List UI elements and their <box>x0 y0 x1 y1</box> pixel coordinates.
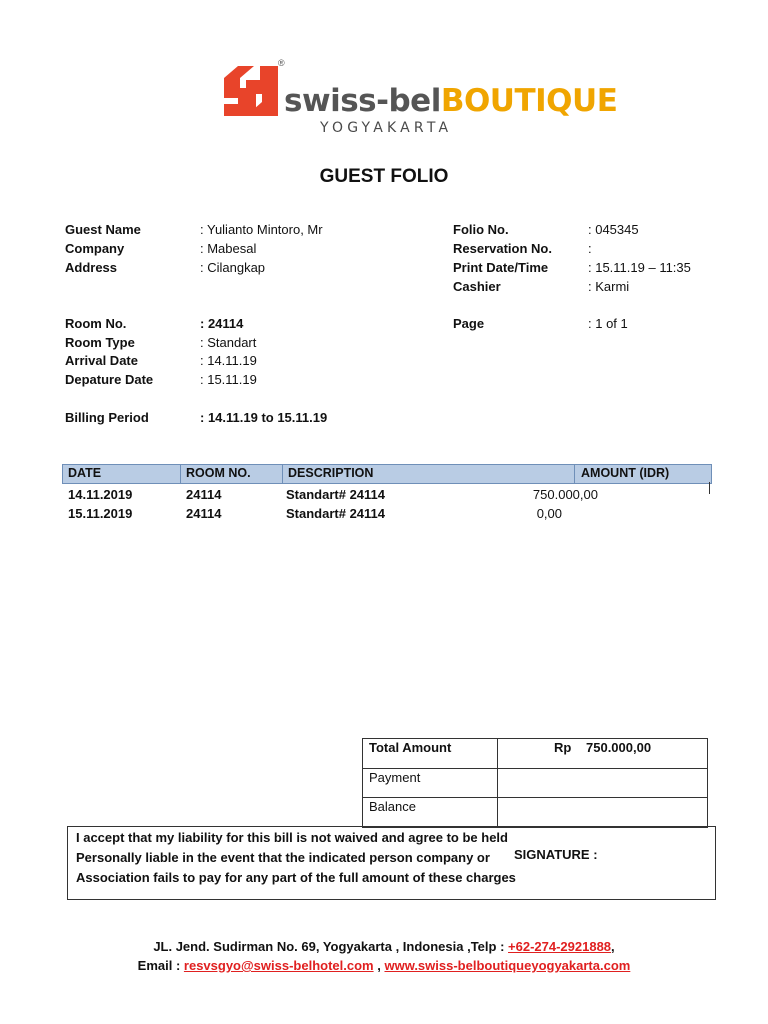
registered-mark: ® <box>278 58 285 68</box>
cashier-label: Cashier <box>453 279 501 294</box>
footer-contact-line <box>0 958 768 973</box>
departure-value: : 15.11.19 <box>200 372 257 387</box>
billing-period-value: : 14.11.19 to 15.11.19 <box>200 410 328 425</box>
footer-email-link[interactable]: resvsgyo@swiss-belhotel.com <box>183 958 374 973</box>
room-no-label: Room No. <box>65 316 127 331</box>
signature-label: SIGNATURE : <box>514 847 598 862</box>
arrival-value: : 14.11.19 <box>200 353 257 368</box>
header-divider <box>282 464 283 483</box>
reservation-value: : <box>588 241 592 256</box>
swiss-bel-logo-mark <box>224 66 278 116</box>
departure-label: Depature Date <box>65 372 154 387</box>
footer-separator: , <box>377 958 381 973</box>
row-description: Standart# 24114 <box>286 506 386 521</box>
page-title: GUEST FOLIO <box>319 166 449 187</box>
page-label: Page <box>453 316 485 331</box>
company-value: : Mabesal <box>200 241 257 256</box>
liability-line-3: Association fails to pay for any part of the full amount of these charges <box>76 870 516 885</box>
row-room: 24114 <box>186 506 222 521</box>
brand-suffix: BOUTIQUE <box>440 83 618 119</box>
billing-period-label: Billing Period <box>65 410 149 425</box>
guest-name-value: : Yulianto Mintoro, Mr <box>200 222 323 237</box>
col-amount-header: AMOUNT (IDR) <box>581 466 670 480</box>
liability-line-2: Personally liable in the event that the indicated person company or <box>76 850 490 865</box>
address-value: : Cilangkap <box>200 260 266 275</box>
room-type-value: : Standart <box>200 335 257 350</box>
footer-email-label: Email : <box>137 958 181 973</box>
folio-no-label: Folio No. <box>453 222 509 237</box>
room-type-label: Room Type <box>65 335 135 350</box>
totals-divider-h <box>362 768 707 769</box>
totals-divider-v <box>497 738 498 827</box>
cashier-value: : Karmi <box>588 279 630 294</box>
col-room-header: ROOM NO. <box>186 466 251 480</box>
col-description-header: DESCRIPTION <box>288 466 374 480</box>
payment-label: Payment <box>369 770 421 785</box>
col-date-header: DATE <box>68 466 102 480</box>
row-amount: 0,00 <box>536 506 562 521</box>
page-value: : 1 of 1 <box>588 316 628 331</box>
total-amount-value: 750.000,00 <box>586 740 652 755</box>
table-row <box>62 486 710 505</box>
brand-name <box>284 83 618 119</box>
table-row <box>62 505 710 524</box>
folio-no-value: : 045345 <box>588 222 639 237</box>
brand-prefix: swiss-bel <box>284 83 441 119</box>
header-divider <box>180 464 181 483</box>
reservation-label: Reservation No. <box>453 241 552 256</box>
room-no-value: : 24114 <box>200 316 244 331</box>
liability-line-1: I accept that my liability for this bill is not waived and agree to be held <box>76 830 508 845</box>
guest-name-label: Guest Name <box>65 222 141 237</box>
footer-address-line <box>0 939 768 954</box>
company-label: Company <box>65 241 125 256</box>
logo <box>224 58 618 138</box>
footer-phone-link[interactable]: +62-274-2921888 <box>508 939 612 954</box>
total-amount-label: Total Amount <box>369 740 452 755</box>
print-date-value: : 15.11.19 – 11:35 <box>588 260 691 275</box>
print-date-label: Print Date/Time <box>453 260 549 275</box>
address-label: Address <box>65 260 118 275</box>
header-divider <box>574 464 575 483</box>
currency-label: Rp <box>554 740 572 755</box>
footer-phone-comma: , <box>611 939 615 954</box>
row-room: 24114 <box>186 487 222 502</box>
balance-label: Balance <box>369 799 416 814</box>
row-description: Standart# 24114 <box>286 487 386 502</box>
arrival-label: Arrival Date <box>65 353 138 368</box>
footer-website-link[interactable]: www.swiss-belboutiqueyogyakarta.com <box>384 958 631 973</box>
footer-address: JL. Jend. Sudirman No. 69, Yogyakarta , Indonesia ,Telp : <box>153 939 505 954</box>
row-date: 14.11.2019 <box>68 487 133 502</box>
totals-divider-h <box>362 797 707 798</box>
brand-location: YOGYAKARTA <box>320 120 453 136</box>
row-date: 15.11.2019 <box>68 506 133 521</box>
row-amount: 750.000,00 <box>532 487 598 502</box>
